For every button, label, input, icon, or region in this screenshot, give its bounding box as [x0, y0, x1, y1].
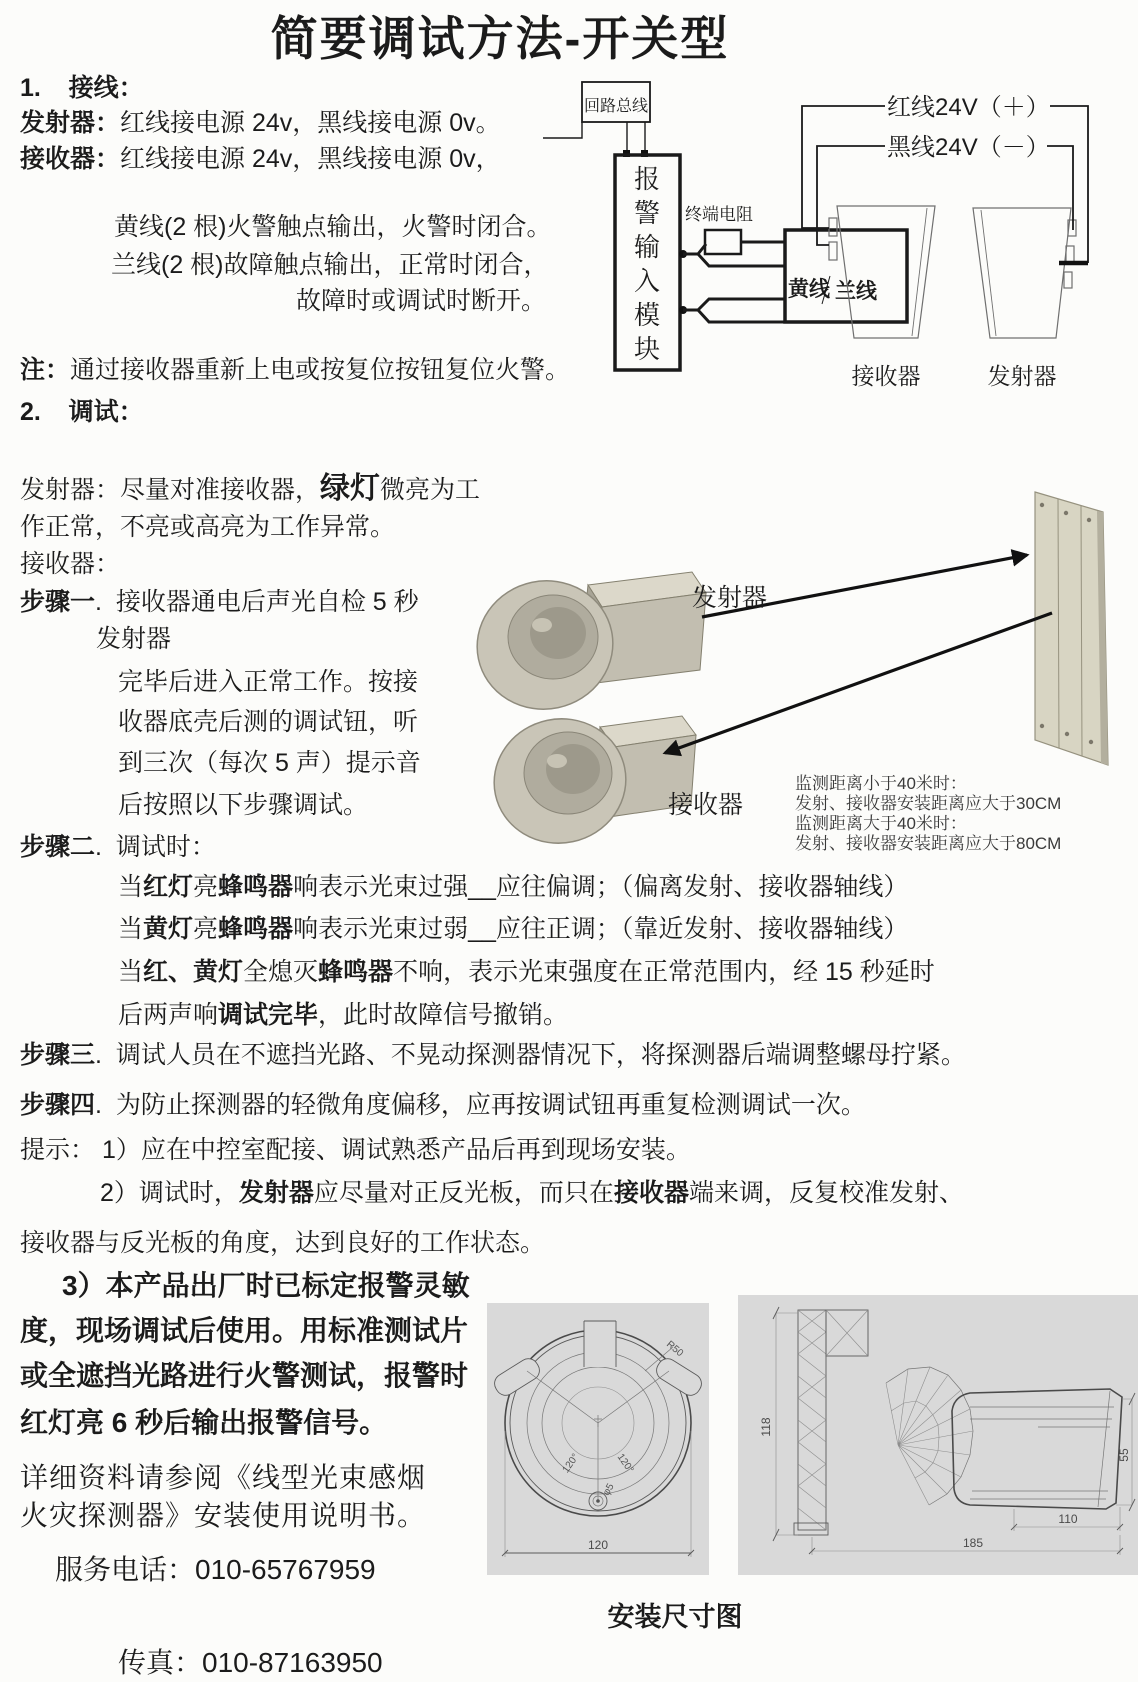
step2-line3: 当红、黄灯全熄灭蜂鸣器不响，表示光束强度在正常范围内，经 15 秒延时 [118, 958, 935, 986]
step1-line3: 收器底壳后测的调试钮，听 [118, 708, 419, 736]
dim-len-front: 110 [1058, 1512, 1078, 1526]
section2-heading: 2. 调试： [20, 398, 144, 426]
side-view-drawing [738, 1295, 1138, 1575]
distance-note-line: 发射、接收器安装距离应大于80CM [795, 834, 1062, 853]
yellow-wire-label: 黄线 [788, 278, 830, 301]
svg-text:输: 输 [633, 232, 661, 262]
distance-note-line: 发射、接收器安装距离应大于30CM [795, 794, 1062, 813]
tips-line3b: 度，现场调试后使用。用标准测试片 [20, 1315, 469, 1346]
svg-text:警: 警 [633, 198, 661, 228]
terminal-resistor-label: 终端电阻 [685, 205, 753, 224]
illustration-receiver-label: 接收器 [668, 791, 744, 819]
step1-line5: 后按照以下步骤调试。 [118, 791, 369, 819]
diagram-receiver-label: 接收器 [851, 363, 921, 389]
manual-ref-line2: 火灾探测器》安装使用说明书。 [20, 1500, 427, 1531]
reflector-panel-image [1035, 492, 1108, 765]
rx-head: 接收器： [20, 550, 121, 578]
receiver-wiring-line: 接收器：红线接电源 24v，黑线接电源 0v， [20, 145, 501, 173]
step1-line2: 完毕后进入正常工作。按接 [118, 668, 419, 696]
transmitter-device-image [465, 568, 706, 721]
terminal-resistor [685, 205, 753, 254]
step1-line4: 到三次（每次 5 声）提示音 [118, 749, 421, 777]
red-wire-label: 红线24V（＋） [887, 94, 1050, 121]
wiring-diagram [535, 58, 1138, 403]
svg-text:模: 模 [633, 300, 661, 330]
reset-note-line: 注：通过接收器重新上电或按复位按钮复位火警。 [20, 356, 571, 384]
tips-line2b: 接收器与反光板的角度，达到良好的工作状态。 [20, 1229, 546, 1257]
receiver-device-image [483, 707, 696, 856]
svg-text:报: 报 [633, 164, 661, 194]
blue-wire-line: 兰线(2 根)故障触点输出，正常时闭合， [111, 251, 549, 279]
distance-note-line: 监测距离小于40米时： [795, 774, 967, 793]
distance-note-line: 监测距离大于40米时： [795, 814, 967, 833]
service-phone: 服务电话：010-65767959 [55, 1554, 376, 1585]
dim-angle-left: 120° [560, 1451, 582, 1476]
transmitter-wiring-line: 发射器：红线接电源 24v，黑线接电源 0v。 [20, 109, 501, 137]
ball-joint-mesh [886, 1367, 973, 1505]
step2-line1: 当红灯亮蜂鸣器响表示光束过强__应往偏调；（偏离发射、接收器轴线） [118, 873, 909, 901]
dim-hole: φ5 [601, 1481, 617, 1498]
detector-body-outline [952, 1389, 1122, 1509]
receiver-rear-shape [829, 206, 935, 338]
step4-line: 步骤四. 为防止探测器的轻微角度偏移，应再按调试钮再重复检测调试一次。 [20, 1091, 866, 1119]
dim-bracket-height: 118 [759, 1417, 773, 1437]
step2-line: 步骤二. 调试时： [20, 833, 216, 861]
dim-len-total: 185 [962, 1536, 984, 1550]
mounting-ring-drawing [487, 1303, 709, 1575]
illustration-transmitter-label: 发射器 [692, 584, 768, 612]
tips-line2: 2）调试时，发射器应尽量对正反光板，而只在接收器端来调，反复校准发射、 [100, 1179, 964, 1207]
transmitter-rear-shape [973, 208, 1076, 338]
tips-line1: 提示： 1）应在中控室配接、调试熟悉产品后再到现场安装。 [20, 1136, 691, 1164]
alarm-input-module [615, 155, 680, 370]
distance-notes [795, 774, 1061, 854]
module-wires [679, 230, 907, 322]
svg-text:入: 入 [633, 266, 661, 296]
power-runs [802, 94, 1088, 263]
tips-line3c: 或全遮挡光路进行火警测试，报警时 [20, 1360, 469, 1391]
fault-open-line: 故障时或调试时断开。 [296, 287, 547, 315]
dimension-drawing-caption: 安装尺寸图 [607, 1602, 743, 1632]
diagram-transmitter-label: 发射器 [987, 363, 1057, 389]
yellow-wire-line: 黄线(2 根)火警触点输出，火警时闭合。 [114, 213, 552, 241]
dim-ring-width: 120 [587, 1538, 609, 1552]
loop-bus-box [543, 82, 650, 157]
manual-ref-line1: 详细资料请参阅《线型光束感烟 [20, 1462, 427, 1493]
tips-line3a: 3）本产品出厂时已标定报警灵敏 [62, 1270, 470, 1301]
wall-bracket [794, 1310, 868, 1535]
step2-line4: 后两声响调试完毕，此时故障信号撤销。 [118, 1001, 569, 1029]
dim-body-depth: 55 [1117, 1448, 1131, 1462]
step1-line: 步骤一. 接收器通电后声光自检 5 秒 [20, 588, 419, 616]
step3-line: 步骤三. 调试人员在不遮挡光路、不晃动探测器情况下，将探测器后端调整螺母拧紧。 [20, 1041, 966, 1069]
tx-align-line2: 作正常，不亮或高亮为工作异常。 [20, 513, 396, 541]
dim-angle-right: 120° [614, 1451, 636, 1476]
beam-arrow-to-receiver [665, 613, 1052, 753]
step1-sub-label: 发射器 [96, 625, 172, 653]
tx-align-line1: 发射器：尽量对准接收器，绿灯微亮为工 [20, 472, 481, 505]
section1-heading: 1. 接线： [20, 74, 144, 102]
step2-line2: 当黄灯亮蜂鸣器响表示光束过弱__应往正调；（靠近发射、接收器轴线） [118, 915, 909, 943]
tips-line3d: 红灯亮 6 秒后输出报警信号。 [20, 1407, 388, 1438]
page-title: 简要调试方法-开关型 [270, 12, 730, 65]
loop-bus-label: 回路总线 [583, 98, 649, 115]
fax-number: 传真：010-87163950 [118, 1647, 383, 1678]
svg-text:块: 块 [633, 334, 661, 364]
black-wire-label: 黑线24V（－） [887, 134, 1050, 161]
blue-wire-label: 兰线 [835, 280, 877, 303]
dim-radius: R50 [664, 1338, 686, 1360]
